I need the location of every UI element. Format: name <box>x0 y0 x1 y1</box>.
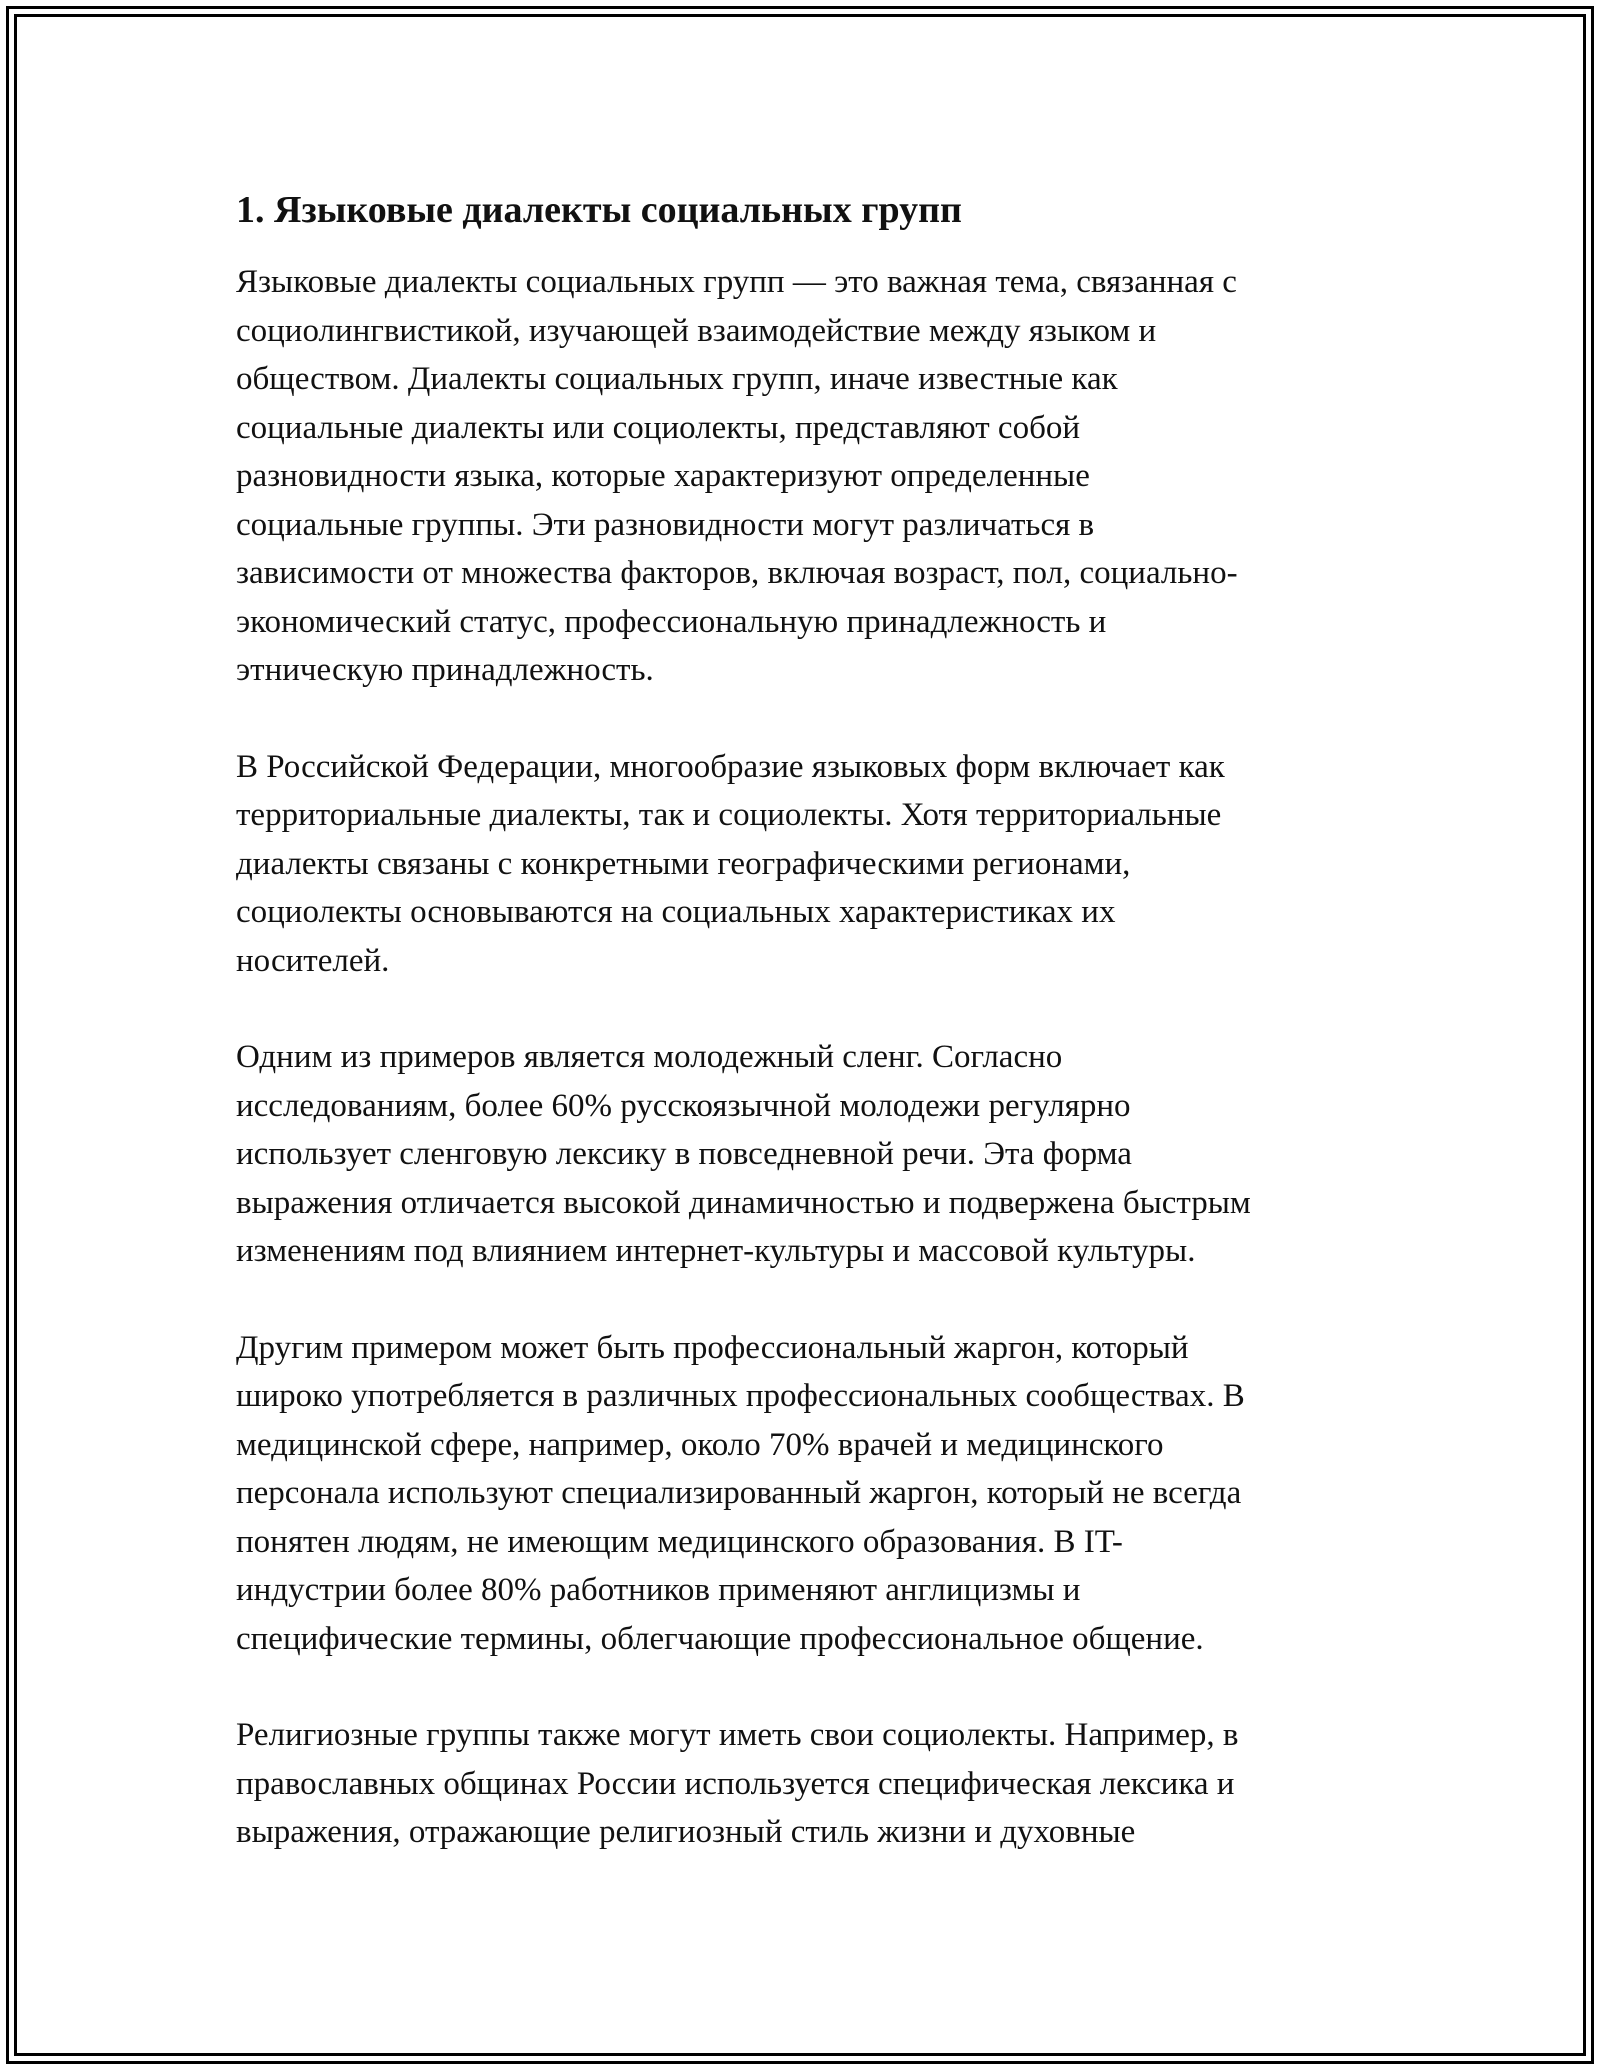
text-line: Языковые диалекты социальных групп — это важная тема, связанная с <box>236 264 1237 300</box>
section-heading: 1. Языковые диалекты социальных групп <box>236 189 962 231</box>
paragraph-2 <box>236 743 1376 986</box>
text-line: социальные группы. Эти разновидности могут различаться в <box>236 506 1095 543</box>
text-line: зависимости от множества факторов, включая возраст, пол, социально- <box>236 555 1238 591</box>
paragraph-3 <box>236 1033 1376 1276</box>
text-line: экономический статус, профессиональную принадлежность и <box>236 603 1107 640</box>
text-line: изменениям под влиянием интернет-культуры и массовой культуры. <box>236 1233 1196 1269</box>
text-line: социолингвистикой, изучающей взаимодействие между языком и <box>236 312 1157 349</box>
paragraph-1 <box>236 258 1376 695</box>
text-line: использует сленговую лексику в повседневной речи. Эта форма <box>236 1136 1132 1172</box>
text-line: диалекты связаны с конкретными географическими регионами, <box>236 845 1131 882</box>
text-line: Одним из примеров является молодежный сленг. Согласно <box>236 1039 1063 1075</box>
text-line: специфические термины, облегчающие профессиональное общение. <box>236 1620 1204 1657</box>
text-line: Другим примером может быть профессиональный жаргон, который <box>236 1329 1189 1366</box>
text-line: В Российской Федерации, многообразие языковых форм включает как <box>236 748 1225 785</box>
text-line: выражения отличается высокой динамичностью и подвержена быстрым <box>236 1184 1251 1221</box>
text-line: разновидности языка, которые характеризуют определенные <box>236 458 1090 494</box>
text-line: выражения, отражающие религиозный стиль жизни и духовные <box>236 1814 1136 1850</box>
text-line: индустрии более 80% работников применяют англицизмы и <box>236 1572 1081 1608</box>
paragraph-5 <box>236 1711 1376 1857</box>
paragraph-4 <box>236 1324 1376 1664</box>
text-line: социолекты основываются на социальных характеристиках их <box>236 894 1116 930</box>
text-line: понятен людям, не имеющим медицинского образования. В IT- <box>236 1523 1123 1560</box>
text-line: православных общинах России используется специфическая лексика и <box>236 1765 1235 1802</box>
document-body <box>236 186 1376 1905</box>
text-line: широко употребляется в различных профессиональных сообществах. В <box>236 1378 1245 1414</box>
text-line: исследованиям, более 60% русскоязычной молодежи регулярно <box>236 1087 1131 1124</box>
text-line: Религиозные группы также могут иметь свои социолекты. Например, в <box>236 1717 1239 1753</box>
text-line: этническую принадлежность. <box>236 652 654 688</box>
text-line: медицинской сфере, например, около 70% врачей и медицинского <box>236 1426 1164 1463</box>
text-line: социальные диалекты или социолекты, представляют собой <box>236 409 1081 446</box>
text-line: обществом. Диалекты социальных групп, иначе известные как <box>236 361 1118 397</box>
text-line: персонала используют специализированный жаргон, который не всегда <box>236 1475 1242 1511</box>
text-line: носителей. <box>236 942 390 979</box>
text-line: территориальные диалекты, так и социолекты. Хотя территориальные <box>236 797 1222 833</box>
